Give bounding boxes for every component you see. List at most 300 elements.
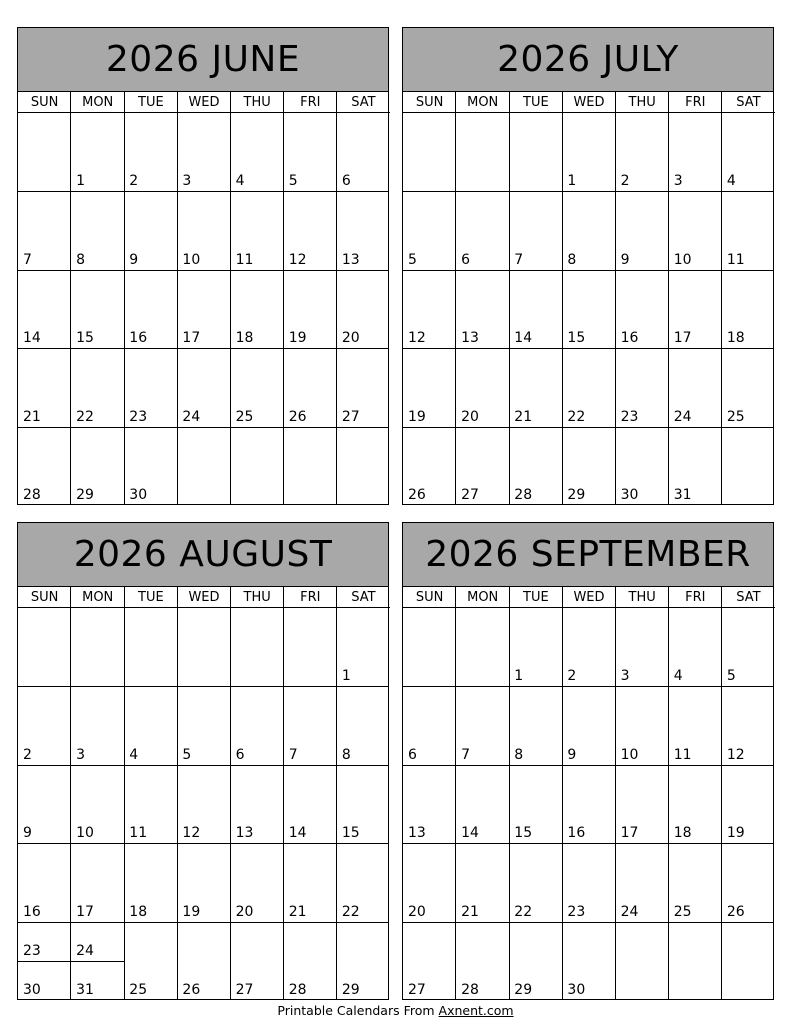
day-cell	[669, 608, 722, 686]
day-cell	[124, 113, 177, 191]
day-cell	[509, 113, 562, 191]
day-cell	[616, 113, 669, 191]
day-number: 4	[129, 746, 139, 763]
day-cell	[124, 922, 177, 1000]
day-cell	[231, 113, 284, 191]
day-number: 12	[726, 746, 745, 763]
day-cell	[71, 843, 124, 921]
day-number: 23	[620, 408, 639, 425]
weekday-header: SUN	[18, 92, 71, 113]
day-cell	[284, 686, 337, 764]
day-cell	[722, 348, 775, 426]
day-cell	[284, 113, 337, 191]
day-cell	[562, 348, 615, 426]
day-cell	[231, 427, 284, 505]
weekday-header: MON	[71, 587, 124, 608]
day-number: 22	[567, 408, 586, 425]
day-cell	[616, 843, 669, 921]
day-number: 16	[620, 330, 639, 347]
day-cell	[722, 765, 775, 843]
day-number: 28	[461, 981, 479, 998]
day-cell	[403, 922, 456, 1000]
day-number: 22	[76, 408, 94, 425]
day-number: 12	[182, 825, 201, 842]
weekday-header: TUE	[124, 587, 177, 608]
day-cell	[177, 113, 230, 191]
day-cell	[456, 348, 509, 426]
weekday-header: MON	[456, 587, 509, 608]
day-cell	[669, 270, 722, 348]
day-cell	[616, 348, 669, 426]
day-cell	[18, 765, 71, 843]
split-divider	[71, 961, 124, 962]
day-number: 15	[341, 825, 360, 842]
day-number: 14	[23, 330, 41, 347]
day-cell	[18, 113, 71, 191]
day-cell	[562, 686, 615, 764]
day-cell	[337, 270, 390, 348]
day-cell	[337, 113, 390, 191]
weekday-header: MON	[456, 92, 509, 113]
day-cell	[509, 608, 562, 686]
weekday-header: SAT	[337, 587, 390, 608]
month-title: 2026 AUGUST	[17, 522, 389, 587]
day-cell	[337, 348, 390, 426]
day-number: 20	[408, 903, 426, 920]
day-number: 4	[673, 668, 683, 685]
day-cell	[509, 191, 562, 269]
day-cell	[669, 348, 722, 426]
day-number: 8	[514, 746, 524, 763]
day-number: 3	[76, 746, 86, 763]
day-cell	[177, 270, 230, 348]
day-number: 10	[76, 825, 94, 842]
day-number: 15	[76, 330, 94, 347]
day-number: 15	[567, 330, 586, 347]
day-number: 2	[129, 173, 139, 190]
day-cell	[177, 191, 230, 269]
day-cell	[18, 427, 71, 505]
day-cell	[669, 191, 722, 269]
day-number: 1	[341, 668, 351, 685]
day-number: 16	[567, 825, 586, 842]
weekday-header: SAT	[722, 587, 775, 608]
day-number: 8	[567, 251, 577, 268]
day-cell	[231, 686, 284, 764]
weekday-header: TUE	[509, 92, 562, 113]
month-grid	[402, 587, 774, 1000]
day-number: 29	[514, 981, 533, 998]
weekday-header: SAT	[337, 92, 390, 113]
day-number: 6	[461, 251, 471, 268]
day-number: 21	[514, 408, 533, 425]
day-number: 11	[129, 825, 148, 842]
day-number: 9	[567, 746, 577, 763]
day-number: 1	[76, 173, 86, 190]
day-number: 2	[620, 173, 630, 190]
day-number: 28	[288, 981, 307, 998]
day-cell	[456, 922, 509, 1000]
day-number: 26	[726, 903, 745, 920]
calendar-june	[17, 27, 389, 505]
day-cell	[456, 113, 509, 191]
day-number: 7	[23, 251, 32, 268]
day-cell	[177, 427, 230, 505]
day-number: 24	[182, 408, 201, 425]
day-cell	[337, 427, 390, 505]
month-grid	[17, 587, 389, 1000]
day-cell	[456, 270, 509, 348]
day-cell	[403, 686, 456, 764]
day-cell	[337, 765, 390, 843]
month-title: 2026 JULY	[402, 27, 774, 92]
day-number: 19	[182, 903, 201, 920]
day-number: 30	[23, 981, 41, 998]
weekday-header: WED	[562, 92, 615, 113]
day-cell	[616, 686, 669, 764]
day-number: 13	[408, 825, 426, 842]
day-number: 12	[288, 251, 307, 268]
day-number: 25	[726, 408, 745, 425]
day-cell	[124, 348, 177, 426]
day-number: 25	[129, 981, 148, 998]
day-number: 23	[23, 942, 41, 959]
day-cell	[562, 270, 615, 348]
day-cell	[337, 922, 390, 1000]
day-number: 10	[673, 251, 692, 268]
day-number: 28	[23, 486, 41, 503]
day-number: 24	[76, 942, 94, 959]
day-cell	[71, 113, 124, 191]
day-cell	[337, 191, 390, 269]
day-cell	[509, 765, 562, 843]
day-cell	[722, 113, 775, 191]
day-number: 17	[673, 330, 692, 347]
day-number: 2	[567, 668, 577, 685]
day-number: 18	[235, 330, 254, 347]
day-number: 6	[408, 746, 417, 763]
day-cell	[562, 191, 615, 269]
weekday-header: THU	[231, 587, 284, 608]
day-cell	[616, 191, 669, 269]
day-number: 7	[288, 746, 298, 763]
day-cell	[284, 922, 337, 1000]
footer-text: Printable Calendars From	[277, 1003, 439, 1018]
month-title: 2026 JUNE	[17, 27, 389, 92]
day-number: 22	[514, 903, 533, 920]
day-cell	[337, 843, 390, 921]
day-number: 26	[182, 981, 201, 998]
weekday-header: FRI	[284, 92, 337, 113]
day-number: 17	[182, 330, 201, 347]
day-cell	[456, 765, 509, 843]
day-cell	[616, 765, 669, 843]
day-number: 11	[673, 746, 692, 763]
day-number: 27	[341, 408, 360, 425]
day-number: 1	[567, 173, 577, 190]
day-number: 7	[461, 746, 471, 763]
day-cell	[509, 843, 562, 921]
day-number: 20	[235, 903, 254, 920]
day-number: 27	[408, 981, 426, 998]
day-cell	[124, 608, 177, 686]
weekday-header: SUN	[403, 92, 456, 113]
day-cell	[177, 686, 230, 764]
day-cell	[18, 843, 71, 921]
day-number: 13	[461, 330, 479, 347]
day-cell	[669, 843, 722, 921]
day-cell	[71, 270, 124, 348]
day-number: 19	[408, 408, 426, 425]
day-number: 30	[129, 486, 148, 503]
weekday-header: FRI	[669, 587, 722, 608]
day-cell	[177, 843, 230, 921]
day-number: 5	[288, 173, 298, 190]
day-number: 29	[341, 981, 360, 998]
day-cell	[18, 270, 71, 348]
day-number: 11	[235, 251, 254, 268]
day-number: 17	[76, 903, 94, 920]
day-number: 31	[76, 981, 94, 998]
day-cell	[722, 686, 775, 764]
day-number: 4	[726, 173, 736, 190]
day-cell	[722, 922, 775, 1000]
day-cell	[177, 765, 230, 843]
day-cell	[562, 922, 615, 1000]
day-cell	[403, 348, 456, 426]
day-cell	[284, 765, 337, 843]
day-number: 31	[673, 486, 692, 503]
day-cell	[722, 270, 775, 348]
day-cell	[509, 270, 562, 348]
day-number: 26	[288, 408, 307, 425]
day-number: 18	[129, 903, 148, 920]
day-number: 3	[620, 668, 630, 685]
day-number: 5	[408, 251, 417, 268]
day-cell	[284, 191, 337, 269]
day-cell	[722, 427, 775, 505]
day-cell	[71, 686, 124, 764]
day-number: 17	[620, 825, 639, 842]
day-cell	[403, 843, 456, 921]
day-cell	[403, 765, 456, 843]
day-cell	[177, 608, 230, 686]
day-cell	[71, 191, 124, 269]
day-cell	[284, 348, 337, 426]
day-number: 25	[235, 408, 254, 425]
day-cell	[284, 608, 337, 686]
day-number: 30	[620, 486, 639, 503]
day-number: 16	[23, 903, 41, 920]
day-cell	[509, 427, 562, 505]
day-number: 16	[129, 330, 148, 347]
day-number: 24	[673, 408, 692, 425]
day-number: 18	[673, 825, 692, 842]
weekday-header: MON	[71, 92, 124, 113]
day-cell	[562, 608, 615, 686]
footer-link[interactable]: Axnent.com	[438, 1003, 514, 1018]
day-cell	[18, 922, 71, 1000]
day-number: 23	[129, 408, 148, 425]
day-cell	[669, 765, 722, 843]
day-cell	[456, 608, 509, 686]
day-cell	[71, 608, 124, 686]
day-number: 21	[288, 903, 307, 920]
day-cell	[722, 608, 775, 686]
day-number: 24	[620, 903, 639, 920]
day-cell	[669, 686, 722, 764]
day-cell	[177, 348, 230, 426]
weekday-header: WED	[177, 92, 230, 113]
day-number: 9	[23, 825, 32, 842]
weekday-header: THU	[616, 587, 669, 608]
day-cell	[284, 270, 337, 348]
weekday-header: THU	[231, 92, 284, 113]
day-cell	[124, 765, 177, 843]
day-number: 21	[461, 903, 479, 920]
day-cell	[669, 427, 722, 505]
day-cell	[231, 922, 284, 1000]
weekday-header: SAT	[722, 92, 775, 113]
weekday-header: SUN	[403, 587, 456, 608]
day-cell	[562, 427, 615, 505]
day-cell	[177, 922, 230, 1000]
day-number: 13	[341, 251, 360, 268]
day-cell	[124, 427, 177, 505]
day-cell	[616, 608, 669, 686]
weekday-header: THU	[616, 92, 669, 113]
day-cell	[722, 843, 775, 921]
day-cell	[722, 191, 775, 269]
day-cell	[337, 608, 390, 686]
day-number: 27	[461, 486, 479, 503]
day-number: 5	[726, 668, 736, 685]
day-cell	[71, 427, 124, 505]
day-number: 10	[620, 746, 639, 763]
day-number: 25	[673, 903, 692, 920]
weekday-header: TUE	[124, 92, 177, 113]
day-number: 4	[235, 173, 245, 190]
day-cell	[71, 765, 124, 843]
day-cell	[124, 191, 177, 269]
calendar-july	[402, 27, 774, 505]
day-number: 28	[514, 486, 533, 503]
day-cell	[403, 427, 456, 505]
footer	[0, 1003, 791, 1018]
day-number: 2	[23, 746, 32, 763]
day-number: 22	[341, 903, 360, 920]
day-number: 10	[182, 251, 201, 268]
month-grid	[17, 92, 389, 505]
day-cell	[18, 348, 71, 426]
day-number: 13	[235, 825, 254, 842]
day-cell	[231, 270, 284, 348]
day-cell	[403, 113, 456, 191]
day-cell	[231, 608, 284, 686]
day-cell	[231, 348, 284, 426]
day-cell	[509, 922, 562, 1000]
day-number: 20	[461, 408, 479, 425]
day-cell	[18, 608, 71, 686]
calendar-august	[17, 522, 389, 1000]
day-cell	[669, 922, 722, 1000]
day-number: 3	[673, 173, 683, 190]
day-number: 7	[514, 251, 524, 268]
day-number: 15	[514, 825, 533, 842]
day-cell	[456, 427, 509, 505]
day-cell	[456, 686, 509, 764]
day-number: 8	[341, 746, 351, 763]
weekday-header: WED	[177, 587, 230, 608]
day-number: 8	[76, 251, 86, 268]
day-number: 23	[567, 903, 586, 920]
day-number: 11	[726, 251, 745, 268]
day-cell	[616, 922, 669, 1000]
day-cell	[456, 191, 509, 269]
day-cell	[231, 765, 284, 843]
day-number: 6	[341, 173, 351, 190]
day-number: 5	[182, 746, 192, 763]
day-cell	[403, 191, 456, 269]
day-cell	[616, 270, 669, 348]
day-number: 12	[408, 330, 426, 347]
day-number: 1	[514, 668, 524, 685]
month-title: 2026 SEPTEMBER	[402, 522, 774, 587]
day-number: 14	[461, 825, 479, 842]
day-number: 21	[23, 408, 41, 425]
day-number: 9	[620, 251, 630, 268]
day-number: 30	[567, 981, 586, 998]
day-cell	[337, 686, 390, 764]
day-number: 20	[341, 330, 360, 347]
calendar-september	[402, 522, 774, 1000]
day-cell	[18, 191, 71, 269]
day-cell	[669, 113, 722, 191]
day-cell	[231, 191, 284, 269]
day-cell	[71, 922, 124, 1000]
day-cell	[124, 270, 177, 348]
day-cell	[509, 348, 562, 426]
weekday-header: SUN	[18, 587, 71, 608]
day-number: 18	[726, 330, 745, 347]
day-number: 6	[235, 746, 245, 763]
day-cell	[456, 843, 509, 921]
day-cell	[562, 843, 615, 921]
day-cell	[124, 843, 177, 921]
day-number: 29	[76, 486, 94, 503]
day-cell	[509, 686, 562, 764]
day-cell	[231, 843, 284, 921]
day-cell	[403, 270, 456, 348]
day-number: 9	[129, 251, 139, 268]
weekday-header: TUE	[509, 587, 562, 608]
day-number: 27	[235, 981, 254, 998]
day-cell	[616, 427, 669, 505]
day-number: 19	[726, 825, 745, 842]
day-cell	[71, 348, 124, 426]
day-number: 14	[514, 330, 533, 347]
weekday-header: FRI	[284, 587, 337, 608]
day-cell	[18, 686, 71, 764]
day-number: 3	[182, 173, 192, 190]
day-number: 26	[408, 486, 426, 503]
day-cell	[403, 608, 456, 686]
day-cell	[284, 427, 337, 505]
weekday-header: WED	[562, 587, 615, 608]
day-number: 29	[567, 486, 586, 503]
month-grid	[402, 92, 774, 505]
weekday-header: FRI	[669, 92, 722, 113]
